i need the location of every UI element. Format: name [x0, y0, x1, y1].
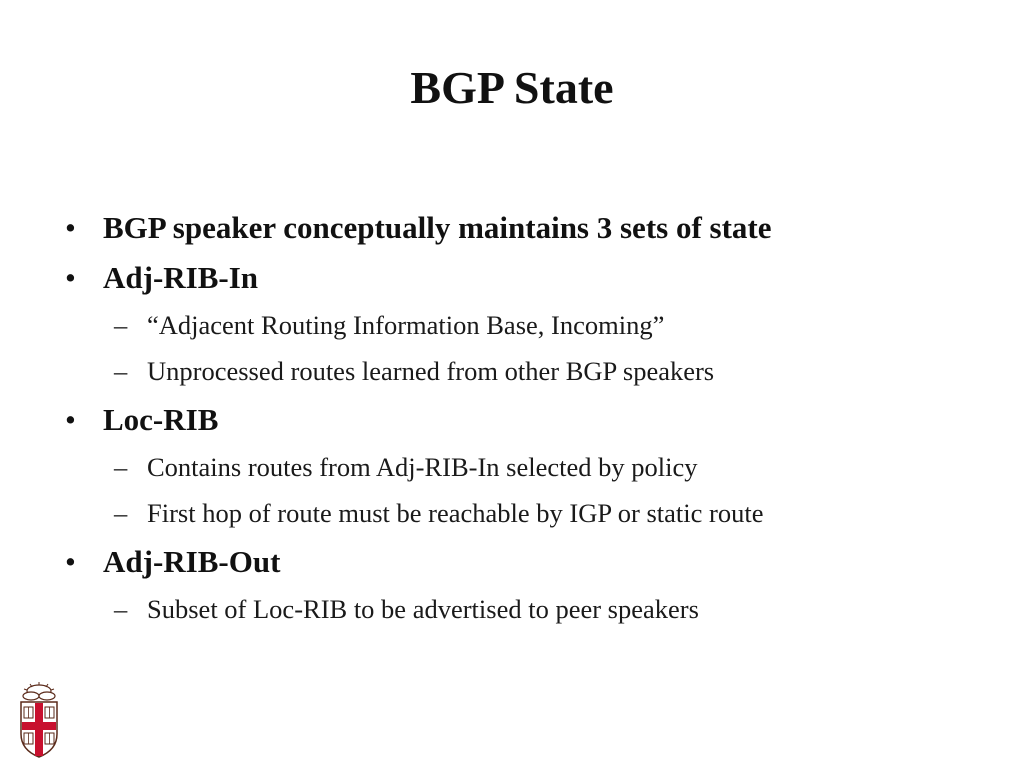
sub-bullet-text: “Adjacent Routing Information Base, Incoming”	[147, 310, 665, 340]
sub-bullet-item	[60, 494, 990, 540]
sub-bullet-text: First hop of route must be reachable by IGP or static route	[147, 498, 764, 528]
sub-bullet-marker: –	[114, 356, 128, 386]
bullet-marker: •	[65, 210, 76, 245]
sub-bullet-text: Contains routes from Adj-RIB-In selected by policy	[147, 452, 698, 482]
sub-bullet-marker: –	[114, 594, 128, 624]
bullet-marker: •	[65, 402, 76, 437]
university-crest-icon	[15, 680, 63, 760]
bullet-text: Adj-RIB-In	[103, 260, 259, 295]
bullet-item	[60, 540, 990, 590]
sub-bullet-item	[60, 352, 990, 398]
bullet-text: BGP speaker conceptually maintains 3 sets of state	[103, 210, 772, 245]
sub-bullet-marker: –	[114, 310, 128, 340]
bullet-marker: •	[65, 260, 76, 295]
bullet-item	[60, 398, 990, 448]
bullet-item	[60, 206, 990, 256]
sub-bullet-item	[60, 590, 990, 636]
sub-bullet-item	[60, 448, 990, 494]
sub-bullet-marker: –	[114, 452, 128, 482]
bullet-list	[60, 206, 990, 636]
sub-bullet-marker: –	[114, 498, 128, 528]
slide-title: BGP State	[410, 62, 614, 113]
sub-bullet-text: Subset of Loc-RIB to be advertised to peer speakers	[147, 594, 699, 624]
bullet-marker: •	[65, 544, 76, 579]
sub-bullet-text: Unprocessed routes learned from other BGP speakers	[147, 356, 715, 386]
bullet-text: Adj-RIB-Out	[103, 544, 281, 579]
bullet-item	[60, 256, 990, 306]
sub-bullet-item	[60, 306, 990, 352]
bullet-text: Loc-RIB	[103, 402, 219, 437]
